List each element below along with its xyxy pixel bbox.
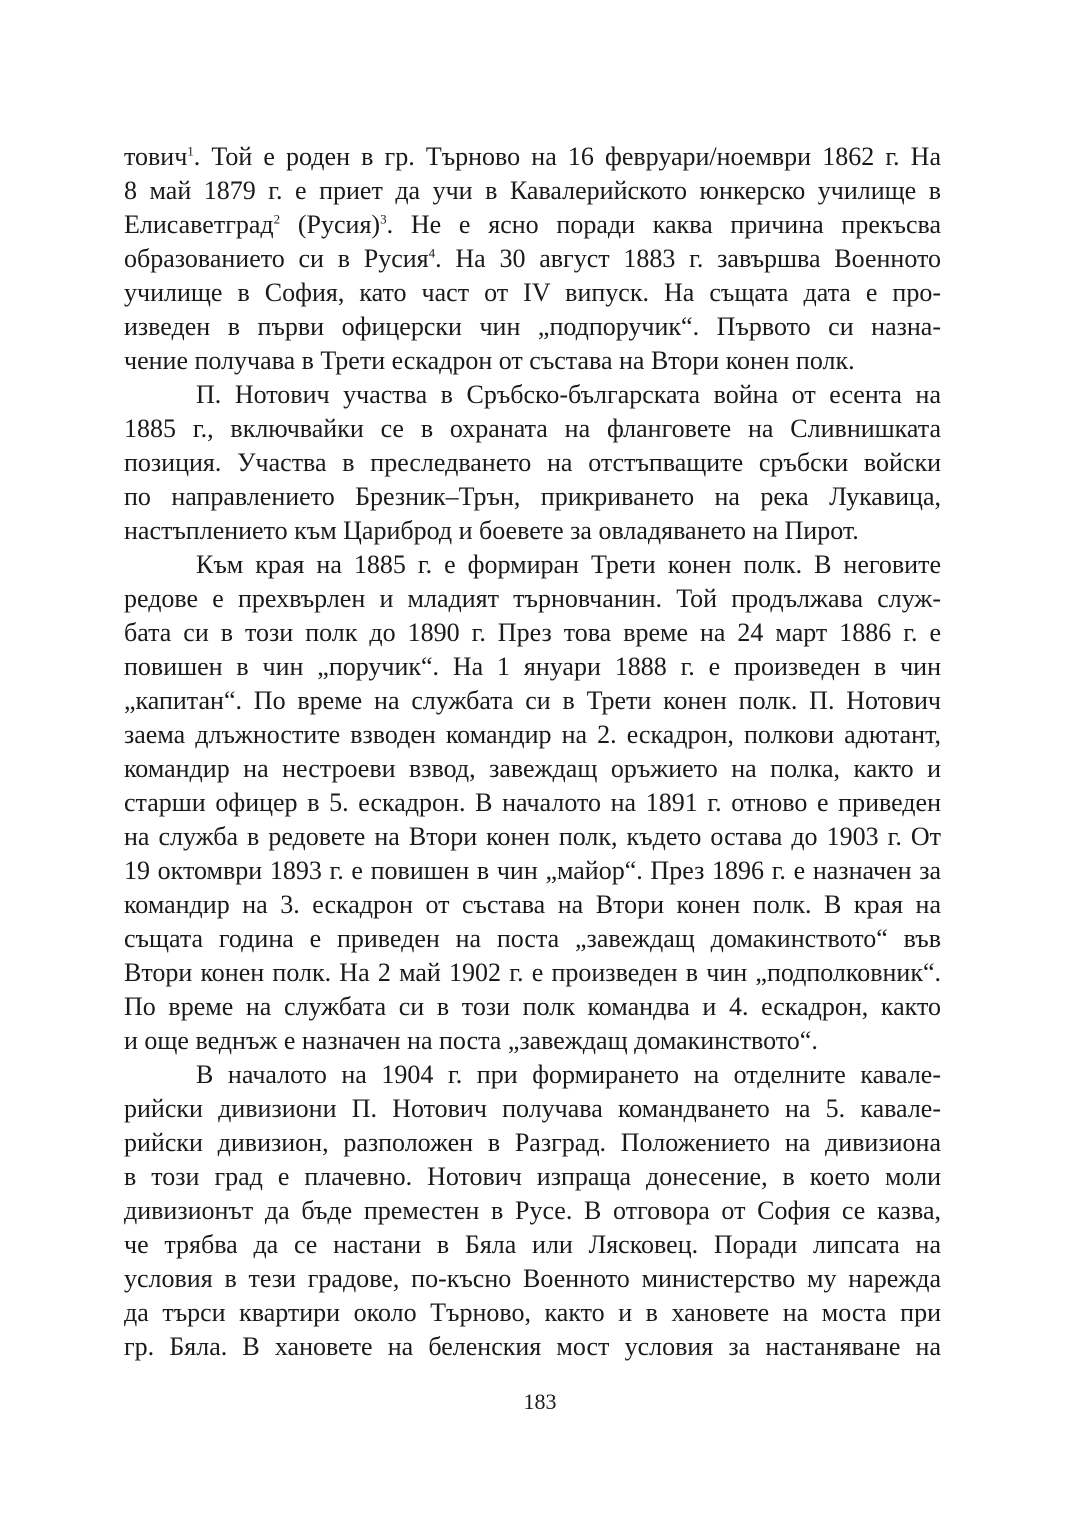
text-segment: настъплението към Цариброд и боевете за овладяването на Пирот. [124,516,859,545]
text-line [124,956,941,990]
body-text [124,140,941,1364]
text-segment: П. Нотович участва в Сръбско-българската война от есента на [196,380,941,409]
text-segment: рийски дивизиони П. Нотович получава командването на 5. кавале- [124,1094,941,1123]
footnote-marker: 4 [428,245,436,261]
text-segment: същата година е приведен на поста „завеждащ домакинството“ във [124,924,941,953]
text-line [124,922,941,956]
text-segment: гр. Бяла. В хановете на беленския мост условия за настаняване на [124,1332,941,1361]
page-number: 183 [523,1389,557,1414]
text-line [124,446,941,480]
text-segment: Втори конен полк. На 2 май 1902 г. е произведен в чин „подполковник“. [124,958,941,987]
text-line [124,1228,941,1262]
text-segment: изведен в първи офицерски чин „подпоручик“. Първото си назна- [124,312,941,341]
text-segment: образованието си в Русия [124,244,429,273]
text-line [124,1092,941,1126]
paragraph [124,548,941,1058]
paragraph [124,1058,941,1364]
text-line [124,480,941,514]
text-line [124,786,941,820]
text-segment: в този град е плачевно. Нотович изпраща донесение, в което моли [124,1162,941,1191]
text-segment: позиция. Участва в преследването на отстъпващите сръбски войски [124,448,941,477]
text-segment: (Русия) [280,210,381,239]
text-line [124,276,941,310]
text-line [124,1160,941,1194]
text-segment: по направлението Брезник–Трън, прикриването на река Лукавица, [124,482,941,511]
text-segment: че трябва да се настани в Бяла или Лясковец. Поради липсата на [124,1230,941,1259]
text-line [124,412,941,446]
text-line [124,1330,941,1364]
paragraph [124,378,941,548]
text-segment: 1885 г., включвайки се в охраната на фланговете на Сливнишката [124,414,941,443]
text-line [124,514,941,548]
text-segment: и още веднъж е назначен на поста „завеждащ домакинството“. [124,1026,818,1055]
text-segment: условия в тези градове, по-късно Военното министерство му нарежда [124,1264,941,1293]
text-segment: бата си в този полк до 1890 г. През това време на 24 март 1886 г. е [124,618,941,647]
text-segment: старши офицер в 5. ескадрон. В началото на 1891 г. отново е приведен [124,788,941,817]
text-line [124,310,941,344]
text-line [124,1262,941,1296]
text-line [124,888,941,922]
footnote-marker: 1 [187,143,194,159]
text-line [124,378,941,412]
text-line [124,718,941,752]
footnote-marker: 2 [273,211,281,227]
text-line [124,854,941,888]
text-line [124,820,941,854]
text-segment: тович [124,142,188,171]
text-segment: По време на службата си в този полк командва и 4. ескадрон, както [124,992,941,1021]
text-segment: Към края на 1885 г. е формиран Трети конен полк. В неговите [196,550,941,579]
text-segment: командир на 3. ескадрон от състава на Втори конен полк. В края на [124,890,941,919]
text-line [124,582,941,616]
text-segment: Елисаветград [124,210,274,239]
text-segment: на служба в редовете на Втори конен полк, където остава до 1903 г. От [124,822,941,851]
text-segment: чение получава в Трети ескадрон от състава на Втори конен полк. [124,346,855,375]
text-segment: рийски дивизион, разположен в Разград. Положението на дивизиона [124,1128,941,1157]
text-segment: училище в София, като част от IV випуск. На същата дата е про- [124,278,941,307]
text-line [124,650,941,684]
text-line [124,752,941,786]
text-segment: В началото на 1904 г. при формирането на отделните кавале- [196,1060,941,1089]
text-line [124,616,941,650]
text-line [124,344,941,378]
text-segment: „капитан“. По време на службата си в Трети конен полк. П. Нотович [124,686,941,715]
text-line [124,990,941,1024]
text-segment: командир на нестроеви взвод, завеждащ оръжието на полка, както и [124,754,941,783]
text-segment: повишен в чин „поручик“. На 1 януари 1888 г. е произведен в чин [124,652,941,681]
text-line [124,1058,941,1092]
text-segment: 19 октомври 1893 г. е повишен в чин „майор“. През 1896 г. е назначен за [124,856,941,885]
text-segment: . Той е роден в гр. Търново на 16 февруари/ноември 1862 г. На [193,142,941,171]
text-segment: дивизионът да бъде преместен в Русе. В отговора от София се казва, [124,1196,941,1225]
text-segment: да търси квартири около Търново, както и в хановете на моста при [124,1298,941,1327]
text-line [124,140,941,174]
text-line [124,684,941,718]
text-segment: . Не е ясно поради каква причина прекъсва [386,210,941,239]
text-line [124,1024,941,1058]
text-line [124,548,941,582]
text-line [124,1126,941,1160]
text-line [124,1296,941,1330]
text-line [124,1194,941,1228]
paragraph [124,140,941,378]
text-segment: 8 май 1879 г. е приет да учи в Кавалерийското юнкерско училище в [124,176,941,205]
text-line [124,242,941,276]
text-line [124,208,941,242]
footnote-marker: 3 [380,211,387,227]
text-line [124,174,941,208]
text-segment: . На 30 август 1883 г. завършва Военното [435,244,941,273]
text-segment: редове е прехвърлен и младият търновчанин. Той продължава служ- [124,584,941,613]
text-segment: заема длъжностите взводен командир на 2. ескадрон, полкови адютант, [124,720,941,749]
